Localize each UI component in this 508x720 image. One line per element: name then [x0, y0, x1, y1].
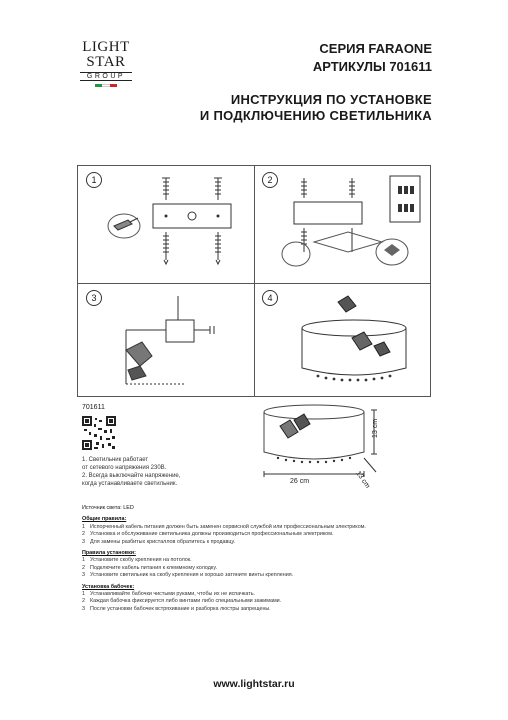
step-3-illustration: [106, 290, 252, 396]
install-rules-title: Правила установки:: [82, 550, 136, 557]
list-item: 1 Испорченный кабель питания должен быть заменен сервисной службой или профессиональным электриком.: [82, 523, 366, 530]
note-line: 1. Светильник работает: [82, 457, 149, 463]
note-line: 2. Всегда выключайте напряжение,: [82, 473, 181, 479]
step-2-illustration: [274, 172, 430, 280]
butterfly-rules-title: Установка бабочек:: [82, 583, 135, 590]
note-line: когда устанавливаете светильник.: [82, 481, 178, 487]
list-item: 2 Установка и обслуживание светильника должны производиться профессиональным электриком.: [82, 531, 334, 538]
dimension-height: 13 cm: [372, 418, 379, 438]
logo-line-3: GROUP: [80, 72, 132, 81]
general-rules-title: Общие правила:: [82, 516, 127, 523]
step-3-number: 3: [86, 290, 102, 306]
qr-code-icon: [82, 416, 116, 450]
installation-steps-grid: [77, 165, 431, 397]
dimension-depth: 13 cm: [354, 470, 371, 490]
step-4-illustration: [278, 288, 428, 396]
list-item: 1 Установите скобу крепления на потолок.: [82, 557, 192, 564]
dimension-drawing: [258, 400, 388, 495]
light-source: Источник света: LED: [82, 505, 134, 511]
dimension-width: 26 cm: [290, 478, 310, 485]
list-item: 2 Подключите кабель питания к клеммному колодку.: [82, 564, 217, 571]
grid-divider-horizontal: [78, 283, 430, 284]
grid-divider-vertical: [254, 166, 255, 396]
title-line-1: ИНСТРУКЦИЯ ПО УСТАНОВКЕ: [230, 92, 432, 107]
list-item: 2 Каждая бабочка фиксируется либо винтами либо специальными зажимами.: [82, 598, 282, 605]
series-name: СЕРИЯ FARAONE: [319, 41, 432, 56]
logo-line-1: LIGHT: [82, 39, 130, 55]
instructions-text: [82, 505, 432, 613]
product-article: 701611: [82, 404, 105, 411]
series-header: [313, 40, 432, 76]
step-1-number: 1: [86, 172, 102, 188]
product-notes: [82, 456, 222, 488]
note-line: от сетевого напряжения 230В.: [82, 465, 167, 471]
list-item: 1 Устанавливайте бабочки чистыми руками, чтобы их не испачкать.: [82, 591, 256, 598]
brand-logo: [80, 40, 132, 87]
list-item: 3 После установки бабочек встряхивание и разборка люстры запрещены.: [82, 605, 271, 612]
step-2-number: 2: [262, 172, 278, 188]
list-item: 3 Установите светильник на скобу крепления и хорошо затяните винты крепления.: [82, 572, 294, 579]
step-1-illustration: [98, 174, 248, 278]
step-4-number: 4: [262, 290, 278, 306]
italian-flag-icon: [95, 84, 117, 87]
article-numbers: АРТИКУЛЫ 701611: [312, 59, 432, 74]
list-item: 3 Для замены разбитых кристаллов обратитесь к продавцу.: [82, 538, 236, 545]
logo-line-2: STAR: [86, 54, 126, 70]
document-title: [200, 92, 432, 124]
website-link[interactable]: www.lightstar.ru: [213, 678, 295, 690]
title-line-2: И ПОДКЛЮЧЕНИЮ СВЕТИЛЬНИКА: [199, 108, 432, 123]
